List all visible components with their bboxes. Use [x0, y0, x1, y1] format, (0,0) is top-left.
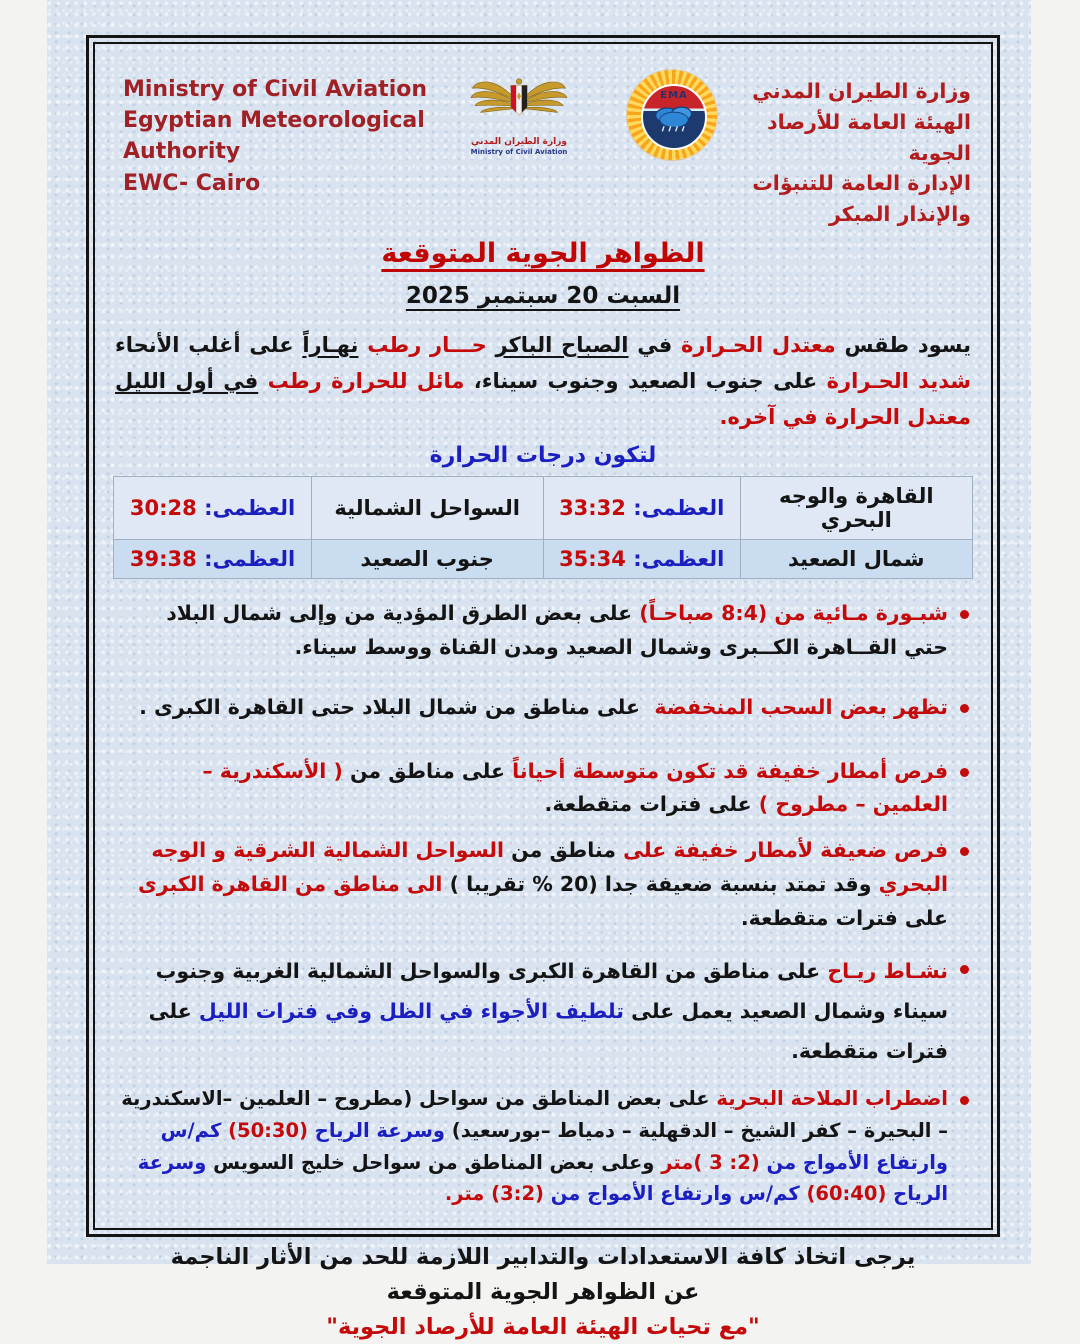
- header-en-line1: Ministry of Civil Aviation: [123, 77, 428, 102]
- header-arabic-block: [717, 62, 977, 230]
- text-segment: في: [628, 332, 673, 357]
- ministry-logo-caption-en: Ministry of Civil Aviation: [470, 147, 568, 156]
- text-segment: يسود طقس: [835, 332, 972, 357]
- bullet-dot-icon: [960, 965, 969, 974]
- temperature-table: [113, 476, 972, 579]
- text-segment: وسرعة الرياح: [130, 1150, 948, 1206]
- region-cell: السواحل الشمالية: [311, 477, 543, 540]
- text-segment: السواحل الشمالية الشرقية و الوجه البحري: [144, 838, 948, 896]
- text-segment: تظهر بعض السحب المنخفضة: [647, 694, 948, 719]
- bullet-dot-icon: [960, 704, 969, 713]
- ema-logo-text: EMA: [660, 90, 688, 101]
- max-value: 39:38: [129, 547, 197, 572]
- header-ar-line3: الإدارة العامة للتنبؤات والإنذار المبكر: [752, 171, 971, 226]
- text-segment: في أول الليل: [115, 368, 259, 393]
- text-segment: الصباح الباكر: [495, 332, 629, 357]
- inner-frame: [93, 42, 993, 1340]
- bullet-text: [114, 1083, 948, 1209]
- bullet-text: [121, 755, 948, 823]
- text-segment: معتدل الحرارة في آخره.: [719, 404, 971, 429]
- bullet-dot-icon: [960, 847, 969, 856]
- cloud-rain-icon: [649, 103, 699, 133]
- max-value: 35:34: [559, 547, 626, 572]
- document-paper: [47, 0, 1031, 1340]
- ministry-logo: [453, 72, 585, 156]
- max-value: 33:32: [559, 496, 626, 521]
- text-segment: كم/س وارتفاع الأمواج من: [543, 1182, 807, 1206]
- text-segment: على جنوب الصعيد وجنوب سيناء،: [464, 368, 818, 393]
- footer-signature: "مع تحيات الهيئة العامة للأرصاد الجوية": [326, 1313, 760, 1340]
- text-segment: على مناطق من: [342, 758, 506, 783]
- ema-logo: [627, 70, 717, 160]
- text-segment: حـــار رطب: [358, 332, 487, 357]
- page-title: الظواهر الجوية المتوقعة: [381, 237, 705, 269]
- forecast-date: السبت 20 سبتمبر 2025: [405, 282, 681, 309]
- max-temp-cell: [114, 540, 311, 579]
- text-segment: معتدل الحـرارة: [672, 332, 836, 357]
- bullet-dot-icon: [960, 610, 969, 619]
- max-temp-cell: [543, 477, 740, 540]
- text-segment: (3:2) متر.: [444, 1182, 544, 1206]
- max-temp-cell: [114, 477, 311, 540]
- region-cell: شمال الصعيد: [740, 540, 972, 579]
- text-segment: على فترات متقطعة.: [544, 792, 752, 817]
- bullet-dot-icon: [960, 1096, 969, 1105]
- text-segment: على مناطق من شمال البلاد حتى القاهرة الكبرى .: [139, 694, 648, 719]
- header-en-line2: Egyptian Meteorological Authority: [123, 108, 425, 165]
- max-label: العظمى:: [633, 547, 725, 572]
- text-segment: تلطيف الأجواء في الظل وفي فترات الليل: [191, 998, 624, 1023]
- text-segment: (60:40): [806, 1182, 887, 1206]
- region-cell: القاهرة والوجه البحري: [740, 477, 972, 540]
- max-label: العظمى:: [204, 496, 296, 521]
- footer-line1: يرجى اتخاذ كافة الاستعدادات والتدابير اللازمة للحد من الأثار الناجمة: [170, 1243, 916, 1270]
- bullet-item-weak-rain: [121, 834, 969, 935]
- max-label: العظمى:: [204, 547, 296, 572]
- bullet-item-marine: [114, 1083, 969, 1209]
- text-segment: على مناطق من القاهرة الكبرى والسواحل الشمالية الغربية وجنوب سيناء وشمال الصعيد يعمل على: [148, 958, 948, 1023]
- text-segment: فرص ضعيفة لأمطار خفيفة على: [616, 838, 948, 863]
- max-label: العظمى:: [633, 496, 725, 521]
- header: [109, 62, 977, 230]
- text-segment: مناطق من: [504, 838, 616, 863]
- text-segment: الى مناطق من القاهرة الكبرى: [130, 871, 443, 896]
- outer-frame: [86, 35, 1000, 1340]
- text-segment: شبـورة مـائية من (8:4 صباحـاً): [632, 601, 948, 626]
- bullet-item-low-clouds: [121, 691, 969, 725]
- footer: [109, 1240, 977, 1344]
- temp-row: [114, 540, 972, 579]
- text-segment: [108, 369, 115, 393]
- footer-line2: عن الظواهر الجوية المتوقعة: [386, 1278, 700, 1305]
- bullet-text: [121, 691, 948, 725]
- ministry-logo-caption-ar: وزارة الطيران المدني: [470, 137, 568, 147]
- intro-paragraph: [107, 327, 972, 435]
- text-segment: على فترات متقطعة.: [740, 905, 948, 930]
- text-segment: على بعض الطرق المؤدية من وإلى شمال البلاد حتي القــاهرة الكــبرى وشمال الصعيد ومدن القناة ووسط سيناء.: [159, 601, 948, 659]
- header-ar-line2: الهيئة العامة للأرصاد الجوية: [767, 109, 971, 165]
- header-ar-line1: وزارة الطيران المدني: [752, 79, 971, 103]
- text-segment: اضطراب الملاحة البحرية: [709, 1087, 948, 1111]
- temp-row: [114, 477, 972, 540]
- bullet-dot-icon: [960, 768, 969, 777]
- text-segment: نشـاط ريـاح: [820, 958, 948, 983]
- text-segment: مائل للحرارة رطب: [258, 368, 465, 393]
- text-segment: وقد تمتد بنسبة ضعيفة جدا (20 % تقريبا ): [442, 871, 872, 896]
- header-english-block: [109, 62, 453, 199]
- text-segment: وسرعة الرياح: [308, 1119, 445, 1143]
- bullet-item-fog: [121, 597, 969, 665]
- wings-shield-icon: [454, 72, 584, 134]
- bullet-text: [121, 834, 948, 935]
- text-segment: على أغلب الأنحاء: [107, 332, 303, 357]
- text-segment: شديد الحـرارة: [817, 368, 971, 393]
- text-segment: فرص أمطار خفيفة قد تكون متوسطة أحياناً: [505, 758, 948, 783]
- text-segment: (50:30): [228, 1119, 308, 1143]
- region-cell: جنوب الصعيد: [311, 540, 543, 579]
- bullet-text: [121, 952, 948, 1072]
- bullet-list: [109, 597, 977, 1210]
- temperature-caption: لتكون درجات الحرارة: [429, 443, 657, 469]
- ema-emblem: [641, 84, 707, 150]
- text-segment: على فترات متقطعة.: [141, 998, 948, 1063]
- bullet-item-light-rain: [121, 755, 969, 823]
- bullet-item-wind: [121, 952, 969, 1072]
- bullet-text: [121, 597, 948, 665]
- text-segment: وعلى بعض المناطق من سواحل خليج السويس: [206, 1150, 655, 1174]
- header-en-line3: EWC- Cairo: [123, 170, 261, 196]
- max-temp-cell: [543, 540, 740, 579]
- text-segment: (2: 3 )متر: [654, 1150, 760, 1174]
- text-segment: ( الأسكندرية – العلمين – مطروح ): [195, 758, 948, 817]
- text-segment: كم/س وارتفاع الأمواج من: [153, 1119, 948, 1174]
- text-segment: على بعض المناطق من سواحل (مطروح – العلمين –الاسكندرية – البحيرة – كفر الشيخ – الدقهلية – دمياط –بورسعيد): [114, 1087, 948, 1143]
- max-value: 30:28: [129, 496, 197, 521]
- text-segment: نهـاراً: [302, 332, 359, 357]
